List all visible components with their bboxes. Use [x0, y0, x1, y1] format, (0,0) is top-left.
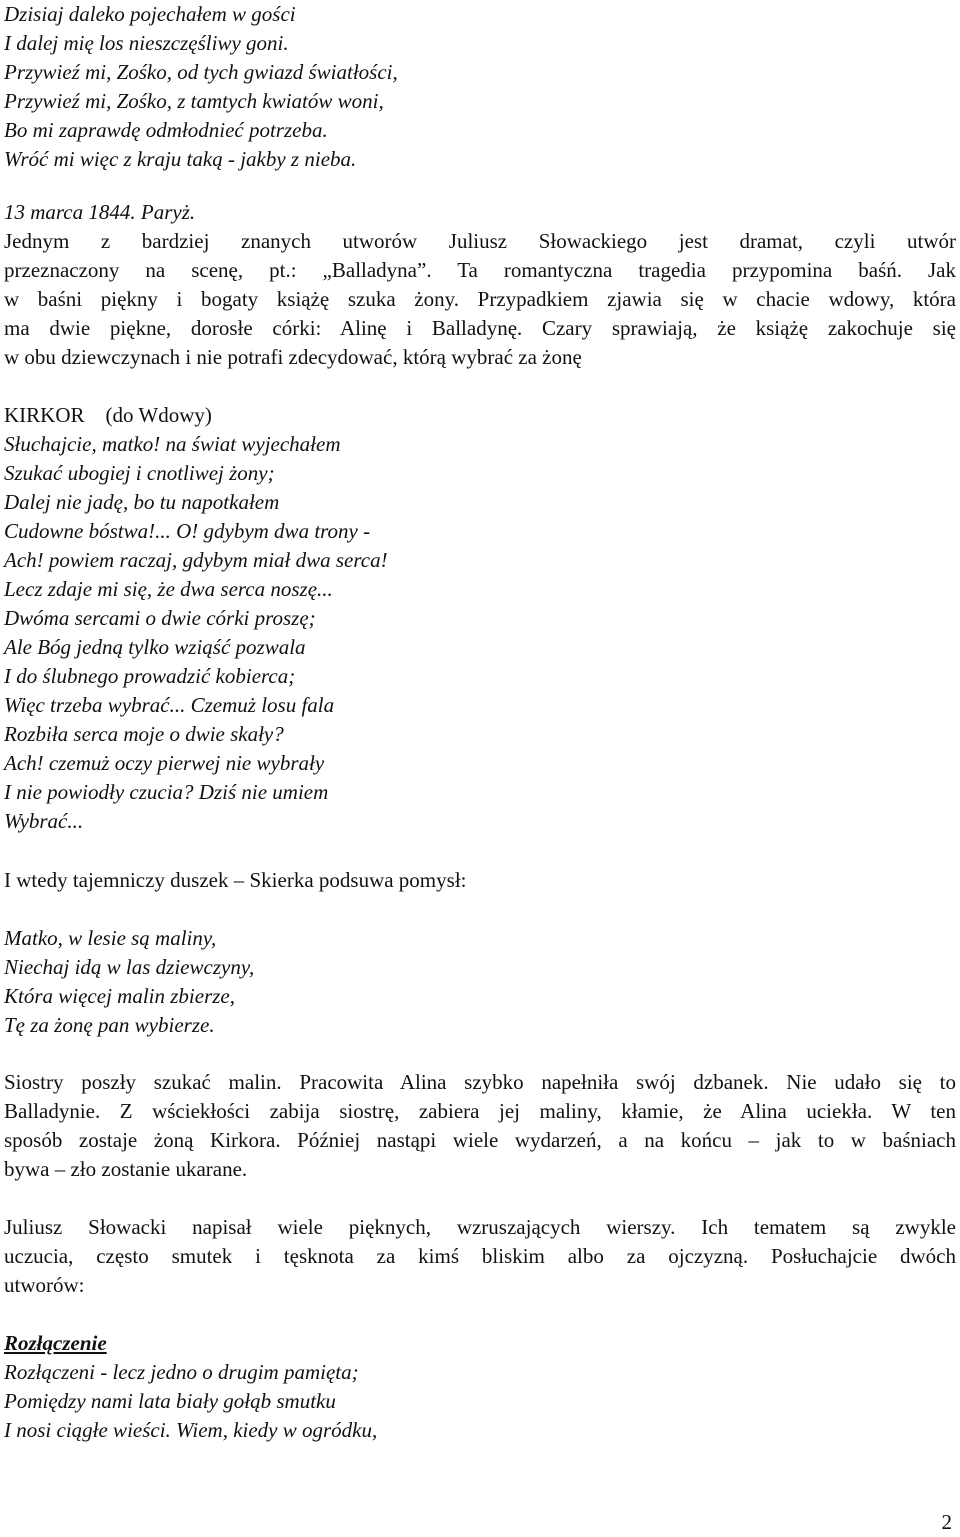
poem-line: Dzisiaj daleko pojechałem w gości — [4, 2, 296, 26]
balladyna-paragraph — [4, 227, 956, 372]
poem-line: Przywieź mi, Zośko, od tych gwiazd światłości, — [4, 60, 398, 84]
rhyme-line: Niechaj idą w las dziewczyny, — [4, 955, 255, 979]
kirkor-heading: KIRKOR (do Wdowy) — [4, 403, 212, 427]
poem-line: Przywieź mi, Zośko, z tamtych kwiatów woni, — [4, 89, 384, 113]
poem-line: Bo mi zaprawdę odmłodnieć potrzeba. — [4, 118, 328, 142]
poem-line: I dalej mię los nieszczęśliwy goni. — [4, 31, 289, 55]
speech-line: Lecz zdaje mi się, że dwa serca noszę... — [4, 577, 333, 601]
speech-line: Ach! powiem raczaj, gdybym miał dwa serca! — [4, 548, 388, 572]
kirkor-speech — [4, 430, 956, 836]
poem-line: Pomiędzy nami lata biały gołąb smutku — [4, 1389, 336, 1413]
poem-line: Wróć mi więc z kraju taką - jakby z nieba. — [4, 147, 357, 171]
rhyme-line: Tę za żonę pan wybierze. — [4, 1013, 215, 1037]
date-line: 13 marca 1844. Paryż. — [4, 200, 196, 224]
speech-line: Ale Bóg jedną tylko wziąść pozwala — [4, 635, 306, 659]
skierka-intro — [4, 866, 956, 895]
paragraph-line: w baśni piękny i bogaty książę szuka żony. Przypadkiem zjawia się w chacie wdowy, która — [4, 287, 956, 311]
rozlaczenie-poem — [4, 1329, 956, 1445]
paragraph-line: Balladynie. Z wściekłości zabija siostrę, zabiera jej maliny, kłamie, że Alina uciekła. W ten — [4, 1099, 956, 1123]
poem-title-text: Rozłączenie — [4, 1331, 107, 1355]
paragraph-line: Jednym z bardziej znanych utworów Juliusz Słowackiego jest dramat, czyli utwór — [4, 229, 956, 253]
speech-line: I do ślubnego prowadzić kobierca; — [4, 664, 296, 688]
speech-line: Więc trzeba wybrać... Czemuż losu fala — [4, 693, 335, 717]
paragraph-line: ma dwie piękne, dorosłe córki: Alinę i Balladynę. Czary sprawiają, że książę zakochuje się — [4, 316, 956, 340]
speech-line: Słuchajcie, matko! na świat wyjechałem — [4, 432, 341, 456]
paragraph-line: bywa – zło zostanie ukarane. — [4, 1157, 248, 1181]
paragraph-line: uczucia, często smutek i tęsknota za kimś bliskim albo za ojczyzną. Posłuchajcie dwóch — [4, 1244, 956, 1268]
opening-poem — [4, 0, 956, 174]
poem-line: I nosi ciągłe wieści. Wiem, kiedy w ogródku, — [4, 1418, 378, 1442]
paragraph-line: Siostry poszły szukać malin. Pracowita Alina szybko napełniła swój dzbanek. Nie udało się to — [4, 1070, 956, 1094]
poems-paragraph — [4, 1213, 956, 1300]
speech-line: Wybrać... — [4, 809, 84, 833]
speech-line: I nie powiodły czucia? Dziś nie umiem — [4, 780, 329, 804]
speech-line: Szukać ubogiej i cnotliwej żony; — [4, 461, 275, 485]
speech-line: Cudowne bóstwa!... O! gdybym dwa trony - — [4, 519, 371, 543]
skierka-line: I wtedy tajemniczy duszek – Skierka podsuwa pomysł: — [4, 868, 467, 892]
page-number: 2 — [941, 1510, 952, 1534]
paragraph-line: sposób zostaje żoną Kirkora. Później nastąpi wiele wydarzeń, a na końcu – jak to w baśniach — [4, 1128, 956, 1152]
skierka-rhyme — [4, 924, 956, 1040]
poem-line: Rozłączeni - lecz jedno o drugim pamięta; — [4, 1360, 359, 1384]
paragraph-line: przeznaczony na scenę, pt.: „Balladyna”. Ta romantyczna tragedia przypomina baśń. Jak — [4, 258, 956, 282]
poem-title — [4, 1329, 956, 1358]
speech-line: Ach! czemuż oczy pierwej nie wybrały — [4, 751, 325, 775]
rhyme-line: Która więcej malin zbierze, — [4, 984, 235, 1008]
speech-line: Dalej nie jadę, bo tu napotkałem — [4, 490, 280, 514]
paragraph-line: utworów: — [4, 1273, 85, 1297]
paragraph-line: Juliusz Słowacki napisał wiele pięknych, wzruszających wierszy. Ich tematem są zwykle — [4, 1215, 956, 1239]
paragraph-line: w obu dziewczynach i nie potrafi zdecydować, którą wybrać za żonę — [4, 345, 582, 369]
sisters-paragraph — [4, 1068, 956, 1184]
rhyme-line: Matko, w lesie są maliny, — [4, 926, 217, 950]
speech-line: Dwóma sercami o dwie córki proszę; — [4, 606, 316, 630]
kirkor-section — [4, 401, 956, 836]
speech-line: Rozbiła serca moje o dwie skały? — [4, 722, 284, 746]
balladyna-section — [4, 198, 956, 372]
